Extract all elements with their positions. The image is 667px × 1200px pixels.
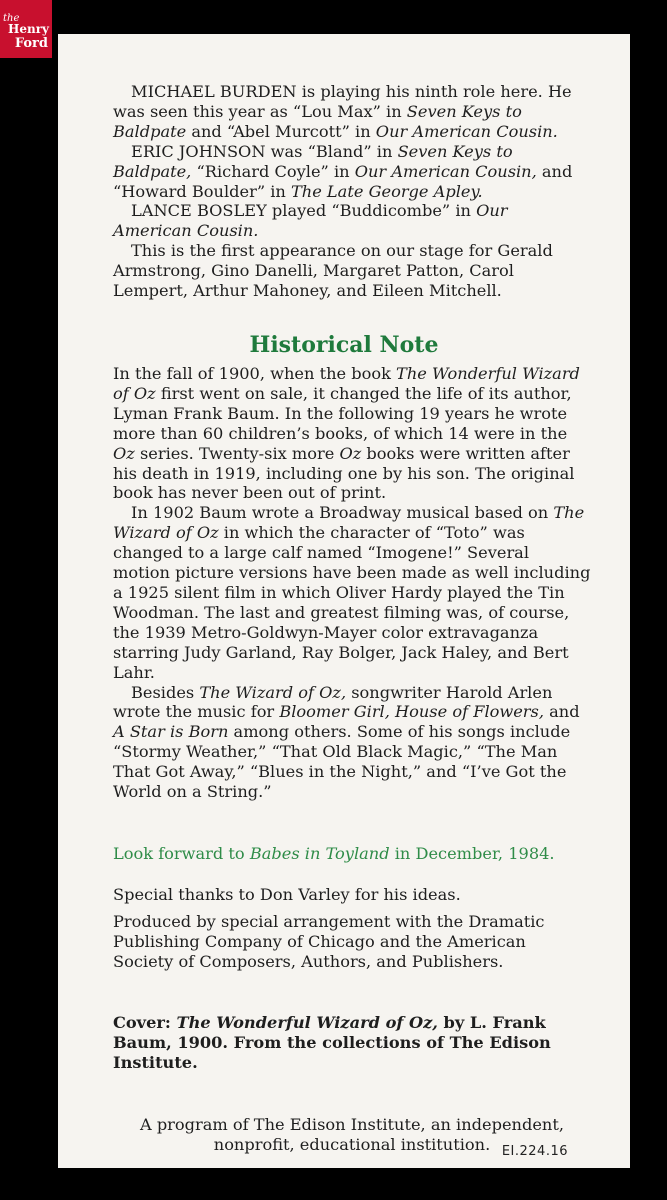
logo-henry: Henry	[8, 22, 49, 36]
bio-paragraph: ERIC JOHNSON was “Bland” in Seven Keys to Baldpate, “Richard Coyle” in Our American Cousin, and “Howard Boulder” in The Late George Apley.	[113, 141, 573, 201]
logo-ford: Ford	[14, 36, 48, 51]
program-credit: A program of The Edison Institute, an independent, nonprofit, educational institution.	[139, 1115, 564, 1155]
special-thanks: Special thanks to Don Varley for his ideas.	[113, 884, 461, 904]
cover-credit: Cover: The Wonderful Wizard of Oz, by L. Frank Baum, 1900. From the collections of The Edison Institute.	[113, 1013, 551, 1073]
program-page	[58, 34, 630, 1168]
cast-bios	[113, 82, 591, 301]
produced-by: Produced by special arrangement with the Dramatic Publishing Company of Chicago and the American Society of Composers, Authors, and Publishers.	[113, 911, 545, 971]
bio-paragraph: LANCE BOSLEY played “Buddicombe” in Our American Cousin.	[113, 201, 508, 241]
note-paragraph: Besides The Wizard of Oz, songwriter Harold Arlen wrote the music for Bloomer Girl, House of Flowers, and A Star is Born among others. Some of his songs include “Stormy Weather,” “That Old Black Magic,” “The Man That Got Away,” “Blues in the Night,” and “I’ve Got the World on a String.”	[113, 682, 580, 802]
bio-paragraph: MICHAEL BURDEN is playing his ninth role here. He was seen this year as “Lou Max” in Seven Keys to Baldpate and “Abel Murcott” in Our American Cousin.	[113, 82, 572, 141]
note-paragraph: In 1902 Baum wrote a Broadway musical based on The Wizard of Oz in which the character of “Toto” was changed to a large calf named “Imogene!” Several motion picture versions have been made as well including a 1925 silent film in which Oliver Hardy played the Tin Woodman. The last and greatest filming was, of course, the 1939 Metro-Goldwyn-Mayer color extravaganza starring Judy Garland, Ray Bolger, Jack Haley, and Bert Lahr.	[113, 503, 591, 682]
historical-note	[113, 364, 591, 1155]
accession-number: EI.224.16	[501, 1144, 568, 1159]
henry-ford-logo	[0, 0, 52, 58]
note-paragraph: In the fall of 1900, when the book The Wonderful Wizard of Oz first went on sale, it changed the life of its author, Lyman Frank Baum. In the following 19 years he wrote more than 60 children’s books, of which 14 were in the Oz series. Twenty-six more Oz books were written after his death in 1919, including one by his son. The original book has never been out of print.	[113, 364, 580, 503]
historical-note-heading: Historical Note	[249, 332, 439, 358]
bio-paragraph: This is the first appearance on our stage for Gerald Armstrong, Gino Danelli, Margaret Patton, Carol Lempert, Arthur Mahoney, and Eileen Mitchell.	[113, 241, 553, 301]
logo-the: the	[3, 13, 20, 24]
look-forward-line: Look forward to Babes in Toyland in December, 1984.	[113, 843, 555, 863]
